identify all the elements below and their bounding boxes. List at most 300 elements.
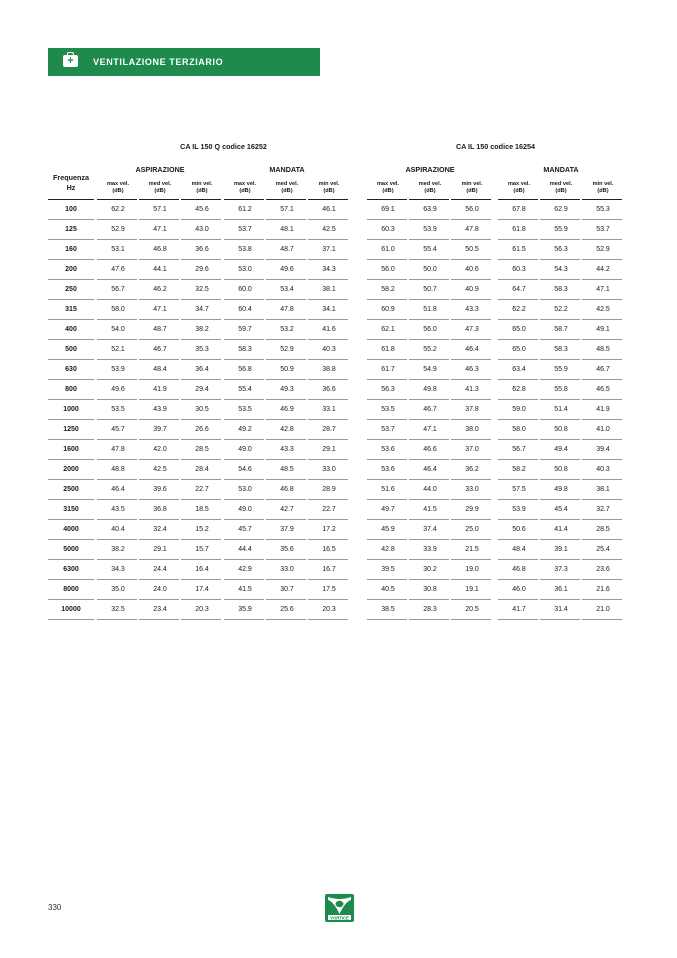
table-cell: 49.2 [238,426,252,433]
row-rule [409,619,449,620]
table-cell: 36.8 [153,506,167,513]
table-cell: 38.5 [381,606,395,613]
table-cell: 55.4 [423,246,437,253]
table-cell: 53.9 [423,226,437,233]
frequency-label: Frequenza [53,173,89,182]
table-cell: 55.8 [554,386,568,393]
table-cell: 45.7 [238,526,252,533]
table-cell: 49.8 [554,486,568,493]
group-title: MANDATA [543,165,579,174]
table-cell: 57.5 [512,486,526,493]
table-cell: 58.3 [238,346,252,353]
column-header [540,181,582,195]
block-title: CA IL 150 Q codice 16252 [180,142,267,151]
table-cell: 58.3 [554,286,568,293]
table-cell: 53.4 [280,286,294,293]
column-header-line: (dB) [513,188,525,194]
table-cell: 59.7 [238,326,252,333]
table-cell: 18.5 [195,506,209,513]
table-cell: 50.9 [280,366,294,373]
row-rule [139,619,179,620]
table-cell: 33.0 [322,466,336,473]
table-cell: 47.3 [465,326,479,333]
group-title: ASPIRAZIONE [405,165,455,174]
table-cell: 45.6 [195,206,209,213]
table-cell: 53.7 [596,226,610,233]
table-cell: 48.5 [280,466,294,473]
frequency-cell: 1000 [63,406,79,413]
table-cell: 58.3 [554,346,568,353]
table-cell: 20.3 [322,606,336,613]
frequency-cell: 8000 [63,586,79,593]
table-cell: 53.8 [238,246,252,253]
table-cell: 41.4 [554,526,568,533]
table-cell: 48.4 [512,546,526,553]
table-cell: 46.6 [423,446,437,453]
table-cell: 25.6 [280,606,294,613]
table-cell: 34.1 [322,306,336,313]
table-cell: 34.3 [322,266,336,273]
table-cell: 52.9 [280,346,294,353]
table-cell: 32.7 [596,506,610,513]
column-header-line: (dB) [112,188,124,194]
table-cell: 69.1 [381,206,395,213]
column-header-line: (dB) [555,188,567,194]
table-cell: 55.2 [423,346,437,353]
column-header-line: max vel. [507,181,531,187]
column-header-line: min vel. [461,181,483,187]
table-cell: 30.8 [423,586,437,593]
row-rule [582,619,622,620]
table-cell: 50.6 [512,526,526,533]
column-header [367,181,409,195]
table-cell: 52.2 [554,306,568,313]
table-cell: 58.7 [554,326,568,333]
table-cell: 30.7 [280,586,294,593]
table-cell: 43.5 [111,506,125,513]
table-cell: 56.0 [465,206,479,213]
table-cell: 35.0 [111,586,125,593]
table-cell: 45.9 [381,526,395,533]
table-cell: 56.3 [381,386,395,393]
table-cell: 53.6 [381,446,395,453]
table-cell: 38.0 [465,426,479,433]
column-header-line: (dB) [382,188,394,194]
table-cell: 62.2 [111,206,125,213]
frequency-cell: 250 [65,286,77,293]
column-header [409,181,451,195]
table-cell: 42.7 [280,506,294,513]
table-cell: 48.1 [280,226,294,233]
table-cell: 42.9 [238,566,252,573]
table-cell: 53.5 [238,406,252,413]
page-number: 330 [48,903,62,912]
table-cell: 38.1 [596,486,610,493]
table-cell: 39.6 [153,486,167,493]
table-cell: 22.7 [195,486,209,493]
table-cell: 29.6 [195,266,209,273]
table-cell: 52.9 [596,246,610,253]
table-cell: 50.5 [465,246,479,253]
table-cell: 20.5 [465,606,479,613]
table-cell: 46.8 [280,486,294,493]
table-cell: 63.4 [512,366,526,373]
frequency-cell: 500 [65,346,77,353]
table-cell: 23.4 [153,606,167,613]
table-cell: 21.0 [596,606,610,613]
table-cell: 49.6 [280,266,294,273]
column-header-line: max vel. [106,181,130,187]
column-header-line: (dB) [323,188,335,194]
table-cell: 55.3 [596,206,610,213]
column-header [582,181,624,195]
column-header-line: (dB) [196,188,208,194]
table-cell: 46.0 [512,586,526,593]
row-rule [308,619,348,620]
frequency-cell: 200 [65,266,77,273]
table-cell: 53.9 [111,366,125,373]
table-cell: 46.7 [153,346,167,353]
table-cell: 21.6 [596,586,610,593]
table-cell: 40.5 [381,586,395,593]
table-cell: 46.1 [322,206,336,213]
table-cell: 38.2 [111,546,125,553]
table-cell: 43.3 [465,306,479,313]
column-header-line: (dB) [281,188,293,194]
table-cell: 48.8 [111,466,125,473]
table-cell: 43.9 [153,406,167,413]
table-cell: 34.3 [111,566,125,573]
table-cell: 29.1 [153,546,167,553]
table-cell: 41.5 [423,506,437,513]
table-cell: 56.8 [238,366,252,373]
table-cell: 44.1 [153,266,167,273]
table-cell: 57.1 [280,206,294,213]
first-aid-kit-icon: + [63,55,78,67]
table-cell: 56.7 [111,286,125,293]
column-header [266,181,308,195]
table-cell: 65.0 [512,326,526,333]
table-cell: 44.2 [596,266,610,273]
table-cell: 60.0 [238,286,252,293]
table-cell: 46.5 [596,386,610,393]
column-header-line: (dB) [597,188,609,194]
frequency-cell: 2000 [63,466,79,473]
section-banner [48,48,320,76]
frequency-cell: 6300 [63,566,79,573]
table-cell: 62.8 [512,386,526,393]
table-cell: 54.3 [554,266,568,273]
table-cell: 60.3 [512,266,526,273]
table-cell: 64.7 [512,286,526,293]
table-cell: 46.7 [596,366,610,373]
table-cell: 35.9 [238,606,252,613]
table-cell: 16.4 [195,566,209,573]
table-cell: 44.4 [238,546,252,553]
table-cell: 45.7 [111,426,125,433]
table-cell: 46.4 [423,466,437,473]
table-cell: 46.3 [465,366,479,373]
table-cell: 50.8 [554,426,568,433]
table-cell: 36.1 [554,586,568,593]
table-cell: 17.2 [322,526,336,533]
table-cell: 34.7 [195,306,209,313]
table-cell: 17.5 [322,586,336,593]
frequency-cell: 630 [65,366,77,373]
table-cell: 61.8 [512,226,526,233]
row-rule [266,619,306,620]
frequency-cell: 800 [65,386,77,393]
table-cell: 42.5 [153,466,167,473]
frequency-unit: Hz [66,183,76,192]
table-cell: 19.0 [465,566,479,573]
table-cell: 53.5 [111,406,125,413]
group-title: ASPIRAZIONE [135,165,185,174]
table-cell: 65.0 [512,346,526,353]
table-cell: 28.4 [195,466,209,473]
table-cell: 50.8 [554,466,568,473]
row-rule [498,619,538,620]
table-cell: 56.3 [554,246,568,253]
table-cell: 41.0 [596,426,610,433]
frequency-cell: 400 [65,326,77,333]
column-header-line: max vel. [233,181,257,187]
table-cell: 54.9 [423,366,437,373]
table-cell: 51.8 [423,306,437,313]
table-cell: 40.3 [596,466,610,473]
table-cell: 61.8 [381,346,395,353]
table-cell: 50.0 [423,266,437,273]
table-cell: 54.0 [111,326,125,333]
table-cell: 50.7 [423,286,437,293]
row-rule [540,619,580,620]
column-header-line: min vel. [592,181,614,187]
column-header [308,181,350,195]
table-cell: 20.3 [195,606,209,613]
table-cell: 36.2 [465,466,479,473]
column-header-line: med vel. [275,181,299,187]
table-cell: 52.9 [111,226,125,233]
column-header-line: (dB) [154,188,166,194]
table-cell: 38.2 [195,326,209,333]
table-cell: 28.9 [322,486,336,493]
table-cell: 53.9 [512,506,526,513]
table-cell: 60.9 [381,306,395,313]
table-cell: 38.1 [322,286,336,293]
column-header-line: max vel. [376,181,400,187]
table-cell: 39.5 [381,566,395,573]
table-cell: 42.0 [153,446,167,453]
table-cell: 42.8 [280,426,294,433]
table-cell: 37.1 [322,246,336,253]
table-cell: 61.7 [381,366,395,373]
table-cell: 37.4 [423,526,437,533]
table-cell: 62.1 [381,326,395,333]
table-cell: 45.4 [554,506,568,513]
table-cell: 37.0 [465,446,479,453]
table-cell: 43.0 [195,226,209,233]
row-rule [367,619,407,620]
table-cell: 40.9 [465,286,479,293]
table-cell: 49.4 [554,446,568,453]
column-header-line: min vel. [191,181,213,187]
row-rule [48,619,94,620]
table-cell: 40.3 [322,346,336,353]
frequency-cell: 1250 [63,426,79,433]
table-cell: 33.1 [322,406,336,413]
table-cell: 28.3 [423,606,437,613]
table-cell: 47.1 [596,286,610,293]
table-cell: 17.4 [195,586,209,593]
table-cell: 60.4 [238,306,252,313]
table-cell: 46.7 [423,406,437,413]
column-header-line: (dB) [239,188,251,194]
table-cell: 46.8 [512,566,526,573]
table-cell: 24.4 [153,566,167,573]
table-cell: 53.0 [238,486,252,493]
table-cell: 43.3 [280,446,294,453]
table-cell: 16.7 [322,566,336,573]
column-header-line: min vel. [318,181,340,187]
table-cell: 28.5 [195,446,209,453]
table-cell: 26.6 [195,426,209,433]
table-cell: 29.1 [322,446,336,453]
row-rule [181,619,221,620]
column-header [451,181,493,195]
vortice-logo [325,894,354,922]
frequency-cell: 100 [65,206,77,213]
table-cell: 48.7 [153,326,167,333]
column-header [224,181,266,195]
table-cell: 46.4 [465,346,479,353]
table-cell: 49.1 [596,326,610,333]
table-cell: 47.1 [153,306,167,313]
table-cell: 41.5 [238,586,252,593]
table-cell: 53.2 [280,326,294,333]
row-rule [97,619,137,620]
table-cell: 49.8 [423,386,437,393]
column-header [139,181,181,195]
table-cell: 59.0 [512,406,526,413]
table-cell: 55.4 [238,386,252,393]
table-cell: 29.9 [465,506,479,513]
table-cell: 48.4 [153,366,167,373]
table-cell: 35.6 [280,546,294,553]
table-cell: 47.8 [111,446,125,453]
table-cell: 33.0 [465,486,479,493]
row-rule [224,619,264,620]
table-cell: 61.0 [381,246,395,253]
table-cell: 32.4 [153,526,167,533]
table-cell: 47.1 [423,426,437,433]
column-header [498,181,540,195]
frequency-cell: 10000 [61,606,81,613]
table-cell: 28.5 [596,526,610,533]
table-cell: 32.5 [111,606,125,613]
table-cell: 60.3 [381,226,395,233]
table-cell: 36.6 [195,246,209,253]
column-header [181,181,223,195]
table-cell: 31.4 [554,606,568,613]
table-cell: 41.6 [322,326,336,333]
table-cell: 58.2 [512,466,526,473]
table-cell: 53.5 [381,406,395,413]
table-cell: 37.8 [465,406,479,413]
table-cell: 25.4 [596,546,610,553]
frequency-cell: 1600 [63,446,79,453]
brand-name: VORTICE [330,915,349,921]
table-cell: 33.0 [280,566,294,573]
table-cell: 38.8 [322,366,336,373]
table-cell: 40.6 [465,266,479,273]
table-cell: 67.8 [512,206,526,213]
table-cell: 41.7 [512,606,526,613]
block-title: CA IL 150 codice 16254 [455,142,536,151]
table-cell: 36.6 [322,386,336,393]
table-cell: 37.3 [554,566,568,573]
table-cell: 48.5 [596,346,610,353]
table-cell: 53.7 [381,426,395,433]
table-cell: 39.1 [554,546,568,553]
table-cell: 23.6 [596,566,610,573]
table-cell: 16.5 [322,546,336,553]
table-cell: 48.7 [280,246,294,253]
table-cell: 47.1 [153,226,167,233]
table-cell: 51.6 [381,486,395,493]
table-cell: 30.5 [195,406,209,413]
table-cell: 37.9 [280,526,294,533]
table-cell: 49.3 [280,386,294,393]
table-cell: 58.0 [512,426,526,433]
table-cell: 56.0 [381,266,395,273]
frequency-header [48,173,94,193]
table-cell: 61.5 [512,246,526,253]
frequency-cell: 5000 [63,546,79,553]
frequency-cell: 2500 [63,486,79,493]
table-cell: 39.7 [153,426,167,433]
table-cell: 56.0 [423,326,437,333]
table-cell: 53.6 [381,466,395,473]
table-cell: 57.1 [153,206,167,213]
table-cell: 56.7 [512,446,526,453]
frequency-cell: 4000 [63,526,79,533]
table-cell: 30.2 [423,566,437,573]
column-header-line: med vel. [148,181,172,187]
table-cell: 40.4 [111,526,125,533]
table-cell: 62.2 [512,306,526,313]
table-cell: 28.7 [322,426,336,433]
column-header-line: med vel. [549,181,573,187]
group-title: MANDATA [269,165,305,174]
table-cell: 47.6 [111,266,125,273]
column-header-line: med vel. [418,181,442,187]
frequency-cell: 3150 [63,506,79,513]
table-cell: 24.0 [153,586,167,593]
table-cell: 42.8 [381,546,395,553]
table-cell: 49.7 [381,506,395,513]
table-cell: 47.8 [280,306,294,313]
table-cell: 39.4 [596,446,610,453]
table-cell: 46.9 [280,406,294,413]
table-cell: 42.5 [322,226,336,233]
table-cell: 51.4 [554,406,568,413]
column-header-line: (dB) [466,188,478,194]
table-cell: 29.4 [195,386,209,393]
table-cell: 58.0 [111,306,125,313]
table-cell: 44.0 [423,486,437,493]
frequency-cell: 160 [65,246,77,253]
table-cell: 33.9 [423,546,437,553]
